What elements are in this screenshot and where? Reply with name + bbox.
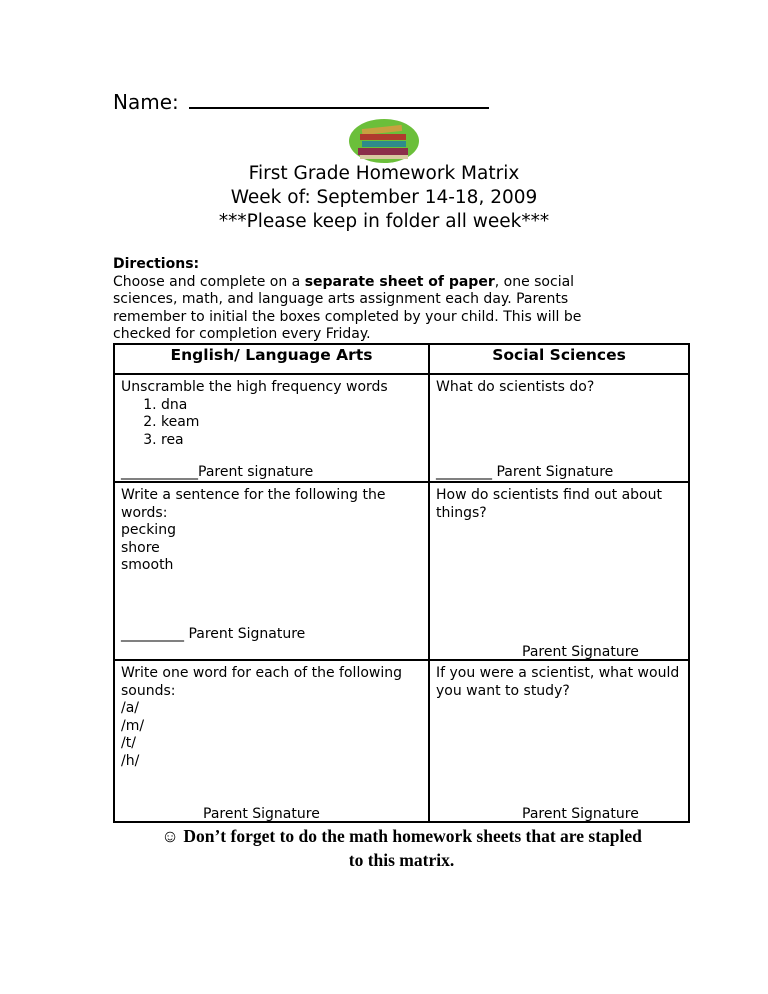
header-ela: English/ Language Arts <box>114 344 429 374</box>
list-item: 3. rea <box>161 432 422 450</box>
directions-text: Choose and complete on a separate sheet of paper, one social sciences, math, and language arts assignment each day. Parents remember to initial the boxes completed by your child. This will be checked for completion every Friday. <box>113 273 582 342</box>
parent-signature-line: ___________Parent signature <box>121 463 314 480</box>
cell-prompt: Unscramble the high frequency words <box>121 379 388 395</box>
name-label: Name: <box>113 90 186 114</box>
cell-ela-2 <box>114 482 429 660</box>
word-item: smooth <box>121 557 174 573</box>
sound-item: /h/ <box>121 752 140 769</box>
cell-social-3 <box>429 660 689 822</box>
sound-item: /m/ <box>121 717 145 734</box>
cell-prompt: Write a sentence for the following the words: <box>121 487 386 521</box>
cell-prompt: Write one word for each of the following sounds: <box>121 665 402 699</box>
cell-prompt: If you were a scientist, what would you want to study? <box>436 665 680 699</box>
header-social-sciences: Social Sciences <box>429 344 689 374</box>
word-item: shore <box>121 539 160 556</box>
cell-ela-1 <box>114 374 429 482</box>
cell-prompt: How do scientists find out about things? <box>436 487 662 521</box>
name-blank <box>189 89 489 109</box>
list-item: 1. dna <box>161 397 422 415</box>
cell-prompt: What do scientists do? <box>436 379 595 395</box>
list-item: 2. keam <box>161 414 422 432</box>
books-icon <box>348 117 420 163</box>
footer-reminder <box>113 824 690 872</box>
parent-signature-line: ________ Parent Signature <box>436 463 614 480</box>
scramble-list <box>121 397 422 450</box>
title-line-2: Week of: September 14-18, 2009 <box>230 187 538 208</box>
sound-item: /a/ <box>121 700 140 716</box>
title-line-3: ***Please keep in folder all week*** <box>218 211 550 232</box>
table-row <box>114 374 689 482</box>
table-row <box>114 660 689 822</box>
name-field-line <box>113 89 489 114</box>
parent-signature-line: Parent Signature <box>203 805 320 822</box>
directions-block <box>113 256 633 344</box>
title-block <box>0 162 768 234</box>
directions-heading: Directions: <box>113 256 200 272</box>
parent-signature-line: _________ Parent Signature <box>121 625 306 642</box>
cell-social-2 <box>429 482 689 660</box>
footer-line-1: ☺ Don’t forget to do the math homework sheets that are stapled <box>161 826 642 846</box>
homework-matrix-table <box>113 343 690 823</box>
parent-signature-line: Parent Signature <box>522 805 639 822</box>
table-row <box>114 482 689 660</box>
cell-ela-3 <box>114 660 429 822</box>
title-line-1: First Grade Homework Matrix <box>248 163 520 184</box>
parent-signature-line: Parent Signature <box>522 643 639 660</box>
sound-item: /t/ <box>121 735 136 751</box>
cell-social-1 <box>429 374 689 482</box>
footer-line-2: to this matrix. <box>348 850 455 870</box>
word-item: pecking <box>121 522 176 538</box>
